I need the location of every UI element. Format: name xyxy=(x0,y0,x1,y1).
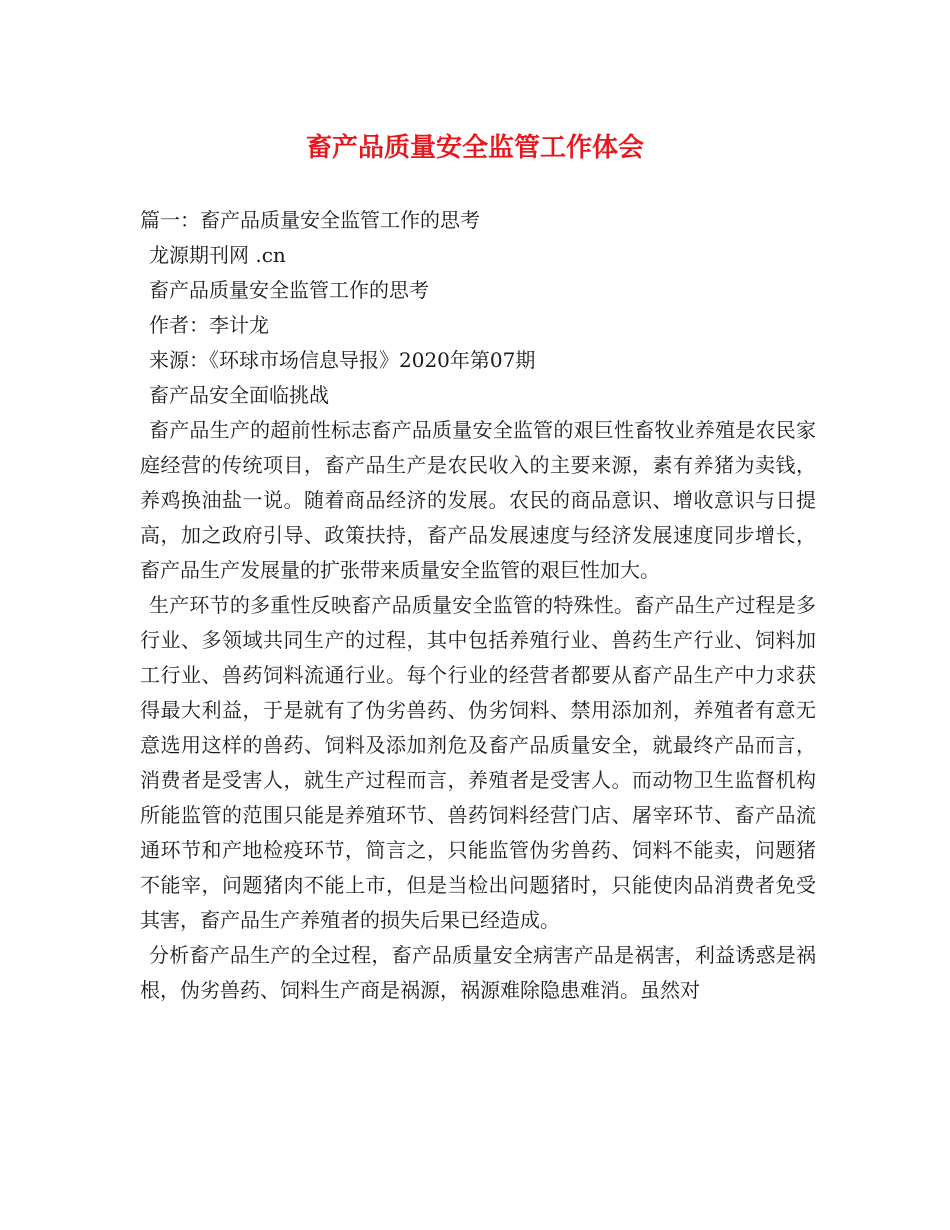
article-title: 畜产品质量安全监管工作的思考 xyxy=(149,278,429,302)
section-heading: 篇一：畜产品质量安全监管工作的思考 xyxy=(140,208,480,232)
article-source: 来源：《环球市场信息导报》2020年第07期 xyxy=(149,348,536,372)
article-author: 作者：李计龙 xyxy=(149,313,269,337)
body-paragraph: 生产环节的多重性反映畜产品质量安全监管的特殊性。畜产品生产过程是多行业、多领域共同生产的过程，其中包括养殖行业、兽药生产行业、饲料加工行业、兽药饲料流通行业。每个行业的经营者都要从畜产品生产中力求获得最大利益，于是就有了伪劣兽药、伪劣饲料、禁用添加剂，养殖者有意无意选用这样的兽药、饲料及添加剂危及畜产品质量安全，就最终产品而言，消费者是受害人，就生产过程而言，养殖者是受害人。而动物卫生监督机构所能监管的范围只能是养殖环节、兽药饲料经营门店、屠宰环节、畜产品流通环节和产地检疫环节，简言之，只能监管伪劣兽药、饲料不能卖，问题猪不能宰，问题猪肉不能上市，但是当检出问题猪时，只能使肉品消费者免受其害，畜产品生产养殖者的损失后果已经造成。 xyxy=(140,593,816,932)
body-paragraph: 分析畜产品生产的全过程，畜产品质量安全病害产品是祸害，利益诱惑是祸根，伪劣兽药、饲料生产商是祸源，祸源难除隐患难消。虽然对 xyxy=(140,943,816,1002)
body-paragraph: 畜产品生产的超前性标志畜产品质量安全监管的艰巨性畜牧业养殖是农民家庭经营的传统项目，畜产品生产是农民收入的主要来源，素有养猪为卖钱，养鸡换油盐一说。随着商品经济的发展。农民的商品意识、增收意识与日提高，加之政府引导、政策扶持，畜产品发展速度与经济发展速度同步增长，畜产品生产发展量的扩张带来质量安全监管的艰巨性加大。 xyxy=(140,418,816,582)
document-title: 畜产品质量安全监管工作体会 xyxy=(305,133,644,163)
article-subheading: 畜产品安全面临挑战 xyxy=(149,383,329,407)
journal-website: 龙源期刊网 .cn xyxy=(149,243,286,267)
document-body xyxy=(140,203,816,1008)
